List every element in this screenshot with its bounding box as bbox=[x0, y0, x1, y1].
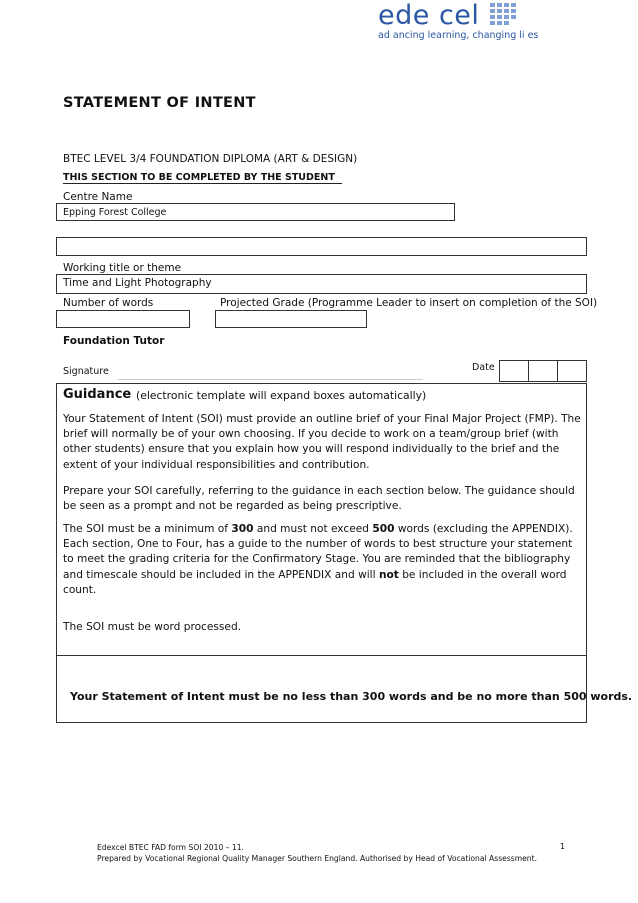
guidance-paragraph-2: Prepare your SOI carefully, referring to the guidance in each section below. The guidance should be seen as a prompt and not be regarded as being prescriptive. bbox=[63, 485, 575, 513]
edexcel-logo-wordmark: ede cel bbox=[378, 0, 480, 31]
projected-grade-label: Projected Grade (Programme Leader to insert on completion of the SOI) bbox=[220, 297, 598, 309]
centre-name-value: Epping Forest College bbox=[63, 207, 167, 218]
page-number: 1 bbox=[560, 842, 566, 851]
word-limit-note: Your Statement of Intent must be no less than 300 words and be no more than 500 words. bbox=[70, 690, 633, 703]
guidance-divider bbox=[56, 655, 587, 656]
max-words-value: 500 bbox=[372, 523, 395, 535]
working-title-value: Time and Light Photography bbox=[63, 277, 212, 289]
foundation-tutor-label: Foundation Tutor bbox=[63, 335, 165, 347]
footer bbox=[97, 842, 537, 864]
working-title-label: Working title or theme bbox=[63, 262, 182, 274]
blank-field[interactable] bbox=[56, 237, 587, 256]
guidance-title: Guidance bbox=[63, 387, 132, 402]
p3-text-a: The SOI must be a minimum of bbox=[63, 523, 232, 535]
qualification-heading: BTEC LEVEL 3/4 FOUNDATION DIPLOMA (ART & DESIGN) bbox=[63, 153, 358, 165]
section-instruction: THIS SECTION TO BE COMPLETED BY THE STUDENT bbox=[63, 172, 335, 183]
guidance-paragraph-3 bbox=[63, 522, 583, 598]
section-instruction-underline bbox=[63, 183, 342, 184]
edexcel-tagline: ad ancing learning, changing li es bbox=[378, 30, 539, 41]
footer-line-1: Edexcel BTEC FAD form SOI 2010 – 11. bbox=[97, 843, 244, 852]
not-emphasis: not bbox=[378, 568, 399, 581]
document-title: STATEMENT OF INTENT bbox=[63, 95, 256, 111]
guidance-paragraph-4: The SOI must be word processed. bbox=[63, 621, 242, 633]
guidance-paragraph-1: Your Statement of Intent (SOI) must provide an outline brief of your Final Major Project (FMP). The brief will normally be of your own choosing. If you decide to work on a team/group brief (with other students) ensure that you explain how you will respond individually to the brief and the extent of your individual responsibilities and contribution. bbox=[63, 413, 581, 471]
number-of-words-field[interactable] bbox=[56, 310, 190, 328]
p3-text-b: and must not exceed bbox=[253, 523, 373, 535]
date-month-cell[interactable] bbox=[529, 361, 558, 381]
number-of-words-label: Number of words bbox=[63, 297, 154, 309]
footer-line-2: Prepared by Vocational Regional Quality Manager Southern England. Authorised by Head of Vocational Assessment. bbox=[97, 854, 538, 863]
guidance-title-note: (electronic template will expand boxes automatically) bbox=[136, 389, 427, 402]
signature-line[interactable] bbox=[118, 379, 423, 380]
date-field[interactable] bbox=[499, 360, 587, 382]
min-words-value: 300 bbox=[231, 523, 254, 535]
date-day-cell[interactable] bbox=[500, 361, 529, 381]
edexcel-logo-dots-icon bbox=[490, 3, 516, 25]
projected-grade-field[interactable] bbox=[215, 310, 367, 328]
date-label: Date bbox=[472, 362, 495, 373]
p3-text-c: words (excluding the APPENDIX). Each section, One to Four, has a guide to the number of words to best structure your statement to meet the grading criteria for the Confirmatory Stage. You are reminded that the bibliography and timescale should be included in the APPENDIX and will bbox=[63, 523, 573, 581]
p3-text-d: be included in the overall word count. bbox=[63, 568, 567, 596]
centre-name-label: Centre Name bbox=[63, 191, 133, 203]
signature-label: Signature bbox=[63, 366, 109, 377]
